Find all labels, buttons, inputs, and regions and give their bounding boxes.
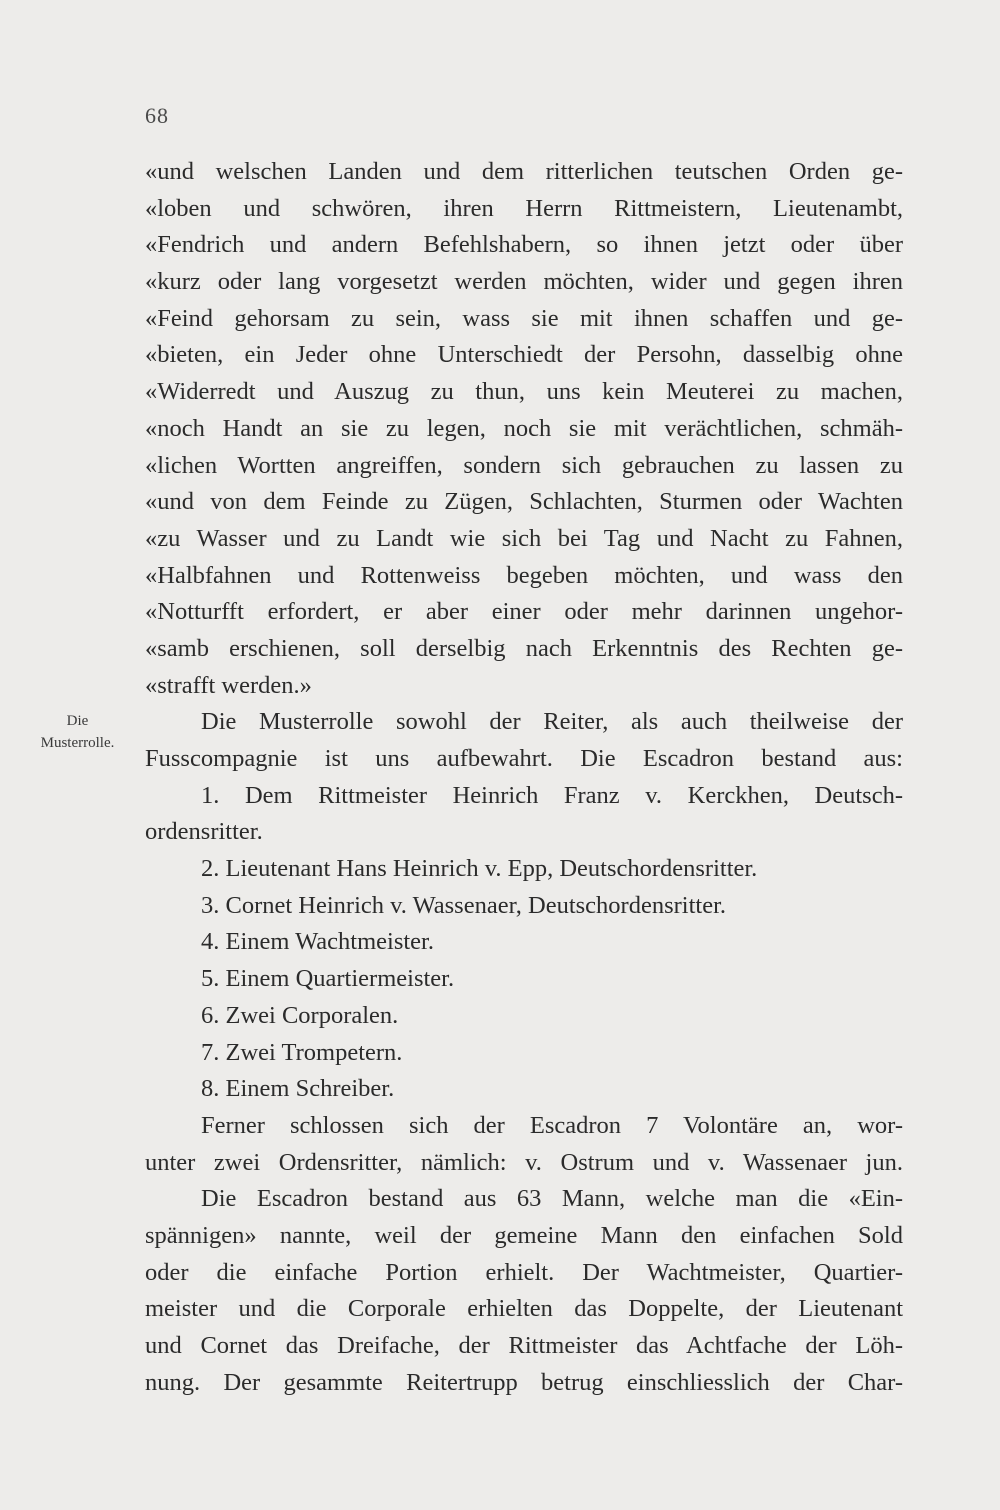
text-line: «Fendrich und andern Befehlshabern, so ihnen jetzt oder über	[145, 231, 903, 259]
text-line: «und welschen Landen und dem ritterlichen teutschen Orden ge-	[145, 158, 903, 185]
text-line: unter zwei Ordensritter, nämlich: v. Ostrum und v. Wassenaer jun.	[145, 1148, 903, 1176]
margin-note	[20, 710, 135, 754]
text-line: «Notturfft erfordert, er aber einer oder mehr darinnen ungehor-	[145, 598, 903, 626]
text-line: und Cornet das Dreifache, der Rittmeister das Achtfache der Löh-	[145, 1332, 903, 1359]
text-line: «zu Wasser und zu Landt wie sich bei Tag und Nacht zu Fahnen,	[145, 524, 903, 552]
paragraph-start: Ferner schlossen sich der Escadron 7 Volontäre an, wor-	[201, 1111, 903, 1139]
list-item: 5. Einem Quartiermeister.	[201, 965, 455, 993]
text-line: «strafft werden.»	[145, 671, 312, 699]
margin-note-line: Die	[66, 713, 89, 729]
text-line: «und von dem Feinde zu Zügen, Schlachten, Sturmen oder Wachten	[145, 488, 903, 516]
text-line: spännigen» nannte, weil der gemeine Mann den einfachen Sold	[145, 1221, 903, 1249]
list-item: 7. Zwei Trompetern.	[201, 1038, 403, 1066]
text-line: oder die einfache Portion erhielt. Der Wachtmeister, Quartier-	[145, 1258, 903, 1286]
list-item: 3. Cornet Heinrich v. Wassenaer, Deutschordensritter.	[201, 891, 727, 919]
text-line: ordensritter.	[145, 818, 263, 846]
text-line: meister und die Corporale erhielten das Doppelte, der Lieutenant	[145, 1295, 903, 1323]
text-line: nung. Der gesammte Reitertrupp betrug einschliesslich der Char-	[145, 1368, 903, 1396]
text-line: «loben und schwören, ihren Herrn Rittmeistern, Lieutenambt,	[145, 194, 903, 222]
body-text	[145, 154, 903, 1401]
list-item: 8. Einem Schreiber.	[201, 1075, 395, 1103]
text-line: Fusscompagnie ist uns aufbewahrt. Die Escadron bestand aus:	[145, 745, 903, 772]
text-line: «bieten, ein Jeder ohne Unterschiedt der Persohn, dasselbig ohne	[145, 341, 903, 369]
list-item: 4. Einem Wachtmeister.	[201, 928, 434, 956]
text-line: «noch Handt an sie zu legen, noch sie mit verächtlichen, schmäh-	[145, 414, 903, 442]
text-line: «samb erschienen, soll derselbig nach Erkenntnis des Rechten ge-	[145, 634, 903, 662]
margin-note-line: Musterrolle.	[40, 735, 115, 751]
list-item: 6. Zwei Corporalen.	[201, 1001, 399, 1029]
text-line: «Halbfahnen und Rottenweiss begeben möchten, und wass den	[145, 561, 903, 589]
paragraph-start: Die Musterrolle sowohl der Reiter, als auch theilweise der	[201, 708, 903, 736]
page-number: 68	[145, 103, 169, 128]
paragraph-start: Die Escadron bestand aus 63 Mann, welche man die «Ein-	[201, 1185, 903, 1213]
text-line: «Widerredt und Auszug zu thun, uns kein Meuterei zu machen,	[145, 378, 903, 406]
text-line: «kurz oder lang vorgesetzt werden möchten, wider und gegen ihren	[145, 268, 903, 296]
text-line: «lichen Wortten angreiffen, sondern sich gebrauchen zu lassen zu	[145, 451, 903, 479]
list-item: 1. Dem Rittmeister Heinrich Franz v. Kerckhen, Deutsch-	[201, 781, 903, 809]
text-line: «Feind gehorsam zu sein, wass sie mit ihnen schaffen und ge-	[145, 304, 903, 332]
list-item: 2. Lieutenant Hans Heinrich v. Epp, Deutschordensritter.	[201, 855, 758, 883]
